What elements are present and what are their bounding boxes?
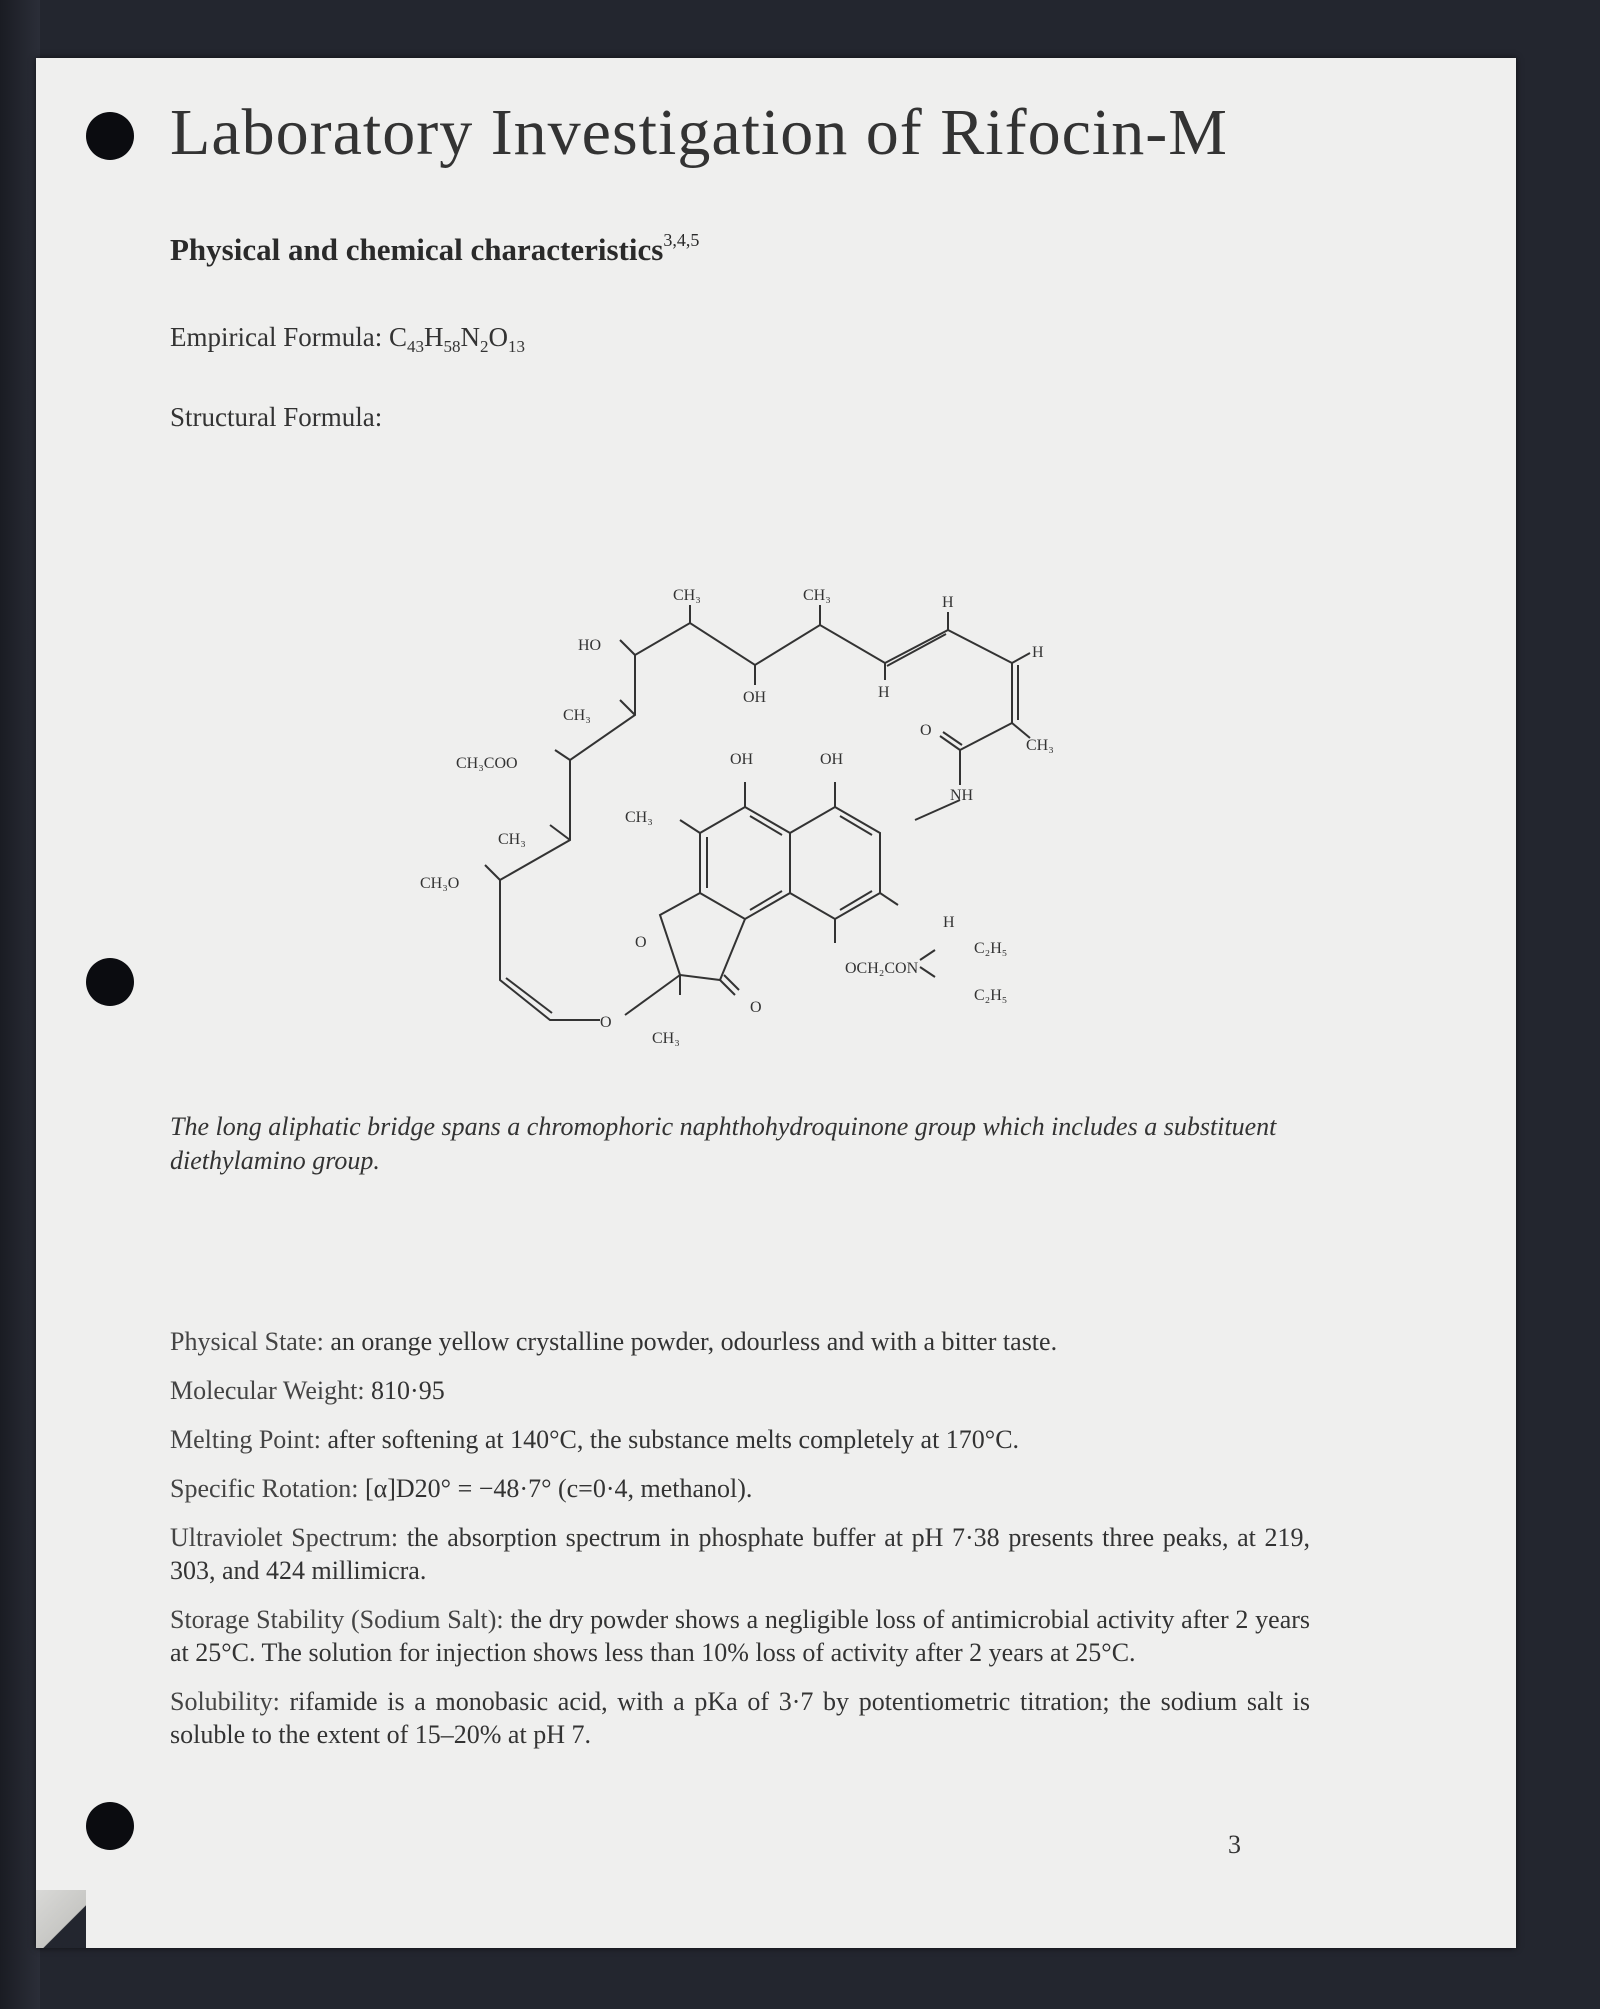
formula-element-h: H <box>423 322 444 352</box>
label-h-right: H <box>1032 644 1044 661</box>
ansa-chain-upper <box>635 623 1012 665</box>
property-value: an orange yellow crystalline powder, odourless and with a bitter taste. <box>330 1327 1058 1356</box>
property-label: Physical State: <box>170 1327 324 1356</box>
scan-backdrop <box>0 0 40 2009</box>
acetoxy-stub <box>555 750 570 760</box>
carbonyl-double <box>943 732 962 745</box>
property-label: Specific Rotation: <box>170 1474 359 1503</box>
structural-formula-label: Structural Formula: <box>170 402 383 432</box>
label-ch3-chain-2: CH₃ <box>498 831 526 848</box>
property-solubility <box>170 1685 1310 1751</box>
folded-corner <box>36 1890 86 1948</box>
property-value: the dry powder shows a negligible loss of antimicrobial activity after 2 years at 25°C. The solution for injection shows less than 10% loss of activity after 2 years at 25°C. <box>170 1605 1311 1667</box>
property-value: [α]D20° = −48·7° (c=0·4, methanol). <box>364 1474 753 1503</box>
amide-carbon-bond <box>960 723 1012 750</box>
label-ch3-ring: CH₃ <box>625 809 653 826</box>
double-bond-inner-3 <box>506 978 552 1013</box>
property-label: Melting Point: <box>170 1425 321 1454</box>
label-nh: NH <box>950 787 974 804</box>
label-c2h5-2: C₂H₅ <box>974 987 1008 1004</box>
furanone-ring <box>660 893 745 980</box>
property-molecular-weight <box>170 1374 1310 1407</box>
benzene-ring-right <box>790 807 880 919</box>
label-ch3-bottom: CH₃ <box>652 1030 680 1047</box>
figure-caption: The long aliphatic bridge spans a chromophoric naphthohydroquinone group which includes a substituent diethylamino group. <box>170 1112 1277 1175</box>
lactone-carbonyl-double <box>724 975 739 990</box>
methyl-stub-3 <box>620 700 635 715</box>
carbonyl-bond <box>940 736 960 750</box>
label-h-top: H <box>942 594 954 611</box>
label-ch3-top-1: CH₃ <box>673 587 701 604</box>
label-ho: HO <box>578 637 602 654</box>
empirical-formula-label: Empirical Formula: <box>170 322 383 352</box>
h-stub-right <box>1012 653 1030 663</box>
property-value: after softening at 140°C, the substance melts completely at 170°C. <box>327 1425 1020 1454</box>
formula-element-n: N <box>460 322 480 352</box>
methyl-stub-right <box>1012 723 1030 738</box>
formula-element-c: C <box>388 322 407 352</box>
ethyl-bond-2 <box>920 967 935 977</box>
property-label: Storage Stability (Sodium Salt): <box>170 1605 504 1634</box>
property-label: Ultraviolet Spectrum: <box>170 1523 399 1552</box>
methyl-ring-stub <box>680 820 700 833</box>
label-c2h5-1: C₂H₅ <box>974 940 1008 957</box>
ho-stub <box>620 640 635 655</box>
properties-list <box>170 1325 1310 1767</box>
label-o-carbonyl: O <box>920 722 932 739</box>
structural-formula-diagram <box>380 560 1100 1060</box>
methoxy-stub <box>485 865 500 880</box>
formula-count-o: 13 <box>507 337 525 356</box>
formula-count-c: 43 <box>406 337 424 356</box>
ethyl-bond-1 <box>920 950 935 960</box>
property-physical-state <box>170 1325 1310 1358</box>
benzene-ring-left <box>700 807 790 919</box>
section-references: 3,4,5 <box>663 230 700 250</box>
label-ch3-chain: CH₃ <box>563 707 591 724</box>
label-ch3coo: CH₃COO <box>456 755 518 772</box>
property-storage-stability <box>170 1603 1310 1669</box>
label-o-lactone: O <box>750 999 762 1016</box>
binder-hole-top <box>86 112 134 160</box>
label-h-mid: H <box>878 684 890 701</box>
section-heading-text: Physical and chemical characteristics <box>170 232 664 267</box>
property-label: Solubility: <box>170 1687 280 1716</box>
label-och2con: OCH₂CON <box>845 960 919 977</box>
label-o-furan: O <box>635 934 647 951</box>
empirical-formula <box>170 322 525 357</box>
label-ch3-right: CH₃ <box>1026 737 1054 754</box>
binder-hole-middle <box>86 958 134 1006</box>
property-value: rifamide is a monobasic acid, with a pKa of 3·7 by potentiometric titration; the sodium salt is soluble to the extent of 15–20% at pH 7. <box>170 1687 1311 1749</box>
label-oh-ring-1: OH <box>730 751 754 768</box>
formula-element-o: O <box>488 322 508 352</box>
label-ch3o: CH₃O <box>420 875 460 892</box>
methyl-stub-4 <box>550 825 570 840</box>
formula-count-n: 2 <box>479 337 489 356</box>
property-ultraviolet-spectrum <box>170 1521 1310 1587</box>
page-number: 3 <box>1228 1830 1241 1859</box>
property-label: Molecular Weight: <box>170 1376 365 1405</box>
property-specific-rotation <box>170 1472 1310 1505</box>
property-value: the absorption spectrum in phosphate buffer at pH 7·38 presents three peaks, at 219, 303, and 424 millimicra. <box>170 1523 1311 1585</box>
label-o-ether: O <box>600 1014 612 1031</box>
lactone-carbonyl <box>720 980 735 995</box>
label-oh-ring-2: OH <box>820 751 844 768</box>
label-oh-chain: OH <box>743 689 767 706</box>
h-ring-stub <box>880 893 898 905</box>
ketal-ether-bond <box>625 975 680 1015</box>
label-h-ring: H <box>943 914 955 931</box>
property-value: 810·95 <box>371 1376 445 1405</box>
formula-count-h: 58 <box>443 337 461 356</box>
binder-hole-bottom <box>86 1802 134 1850</box>
property-melting-point <box>170 1423 1310 1456</box>
page-title: Laboratory Investigation of Rifocin-M <box>170 96 1228 169</box>
double-bond-inner-1 <box>887 634 946 666</box>
section-heading <box>170 230 699 268</box>
label-ch3-top-2: CH₃ <box>803 587 831 604</box>
